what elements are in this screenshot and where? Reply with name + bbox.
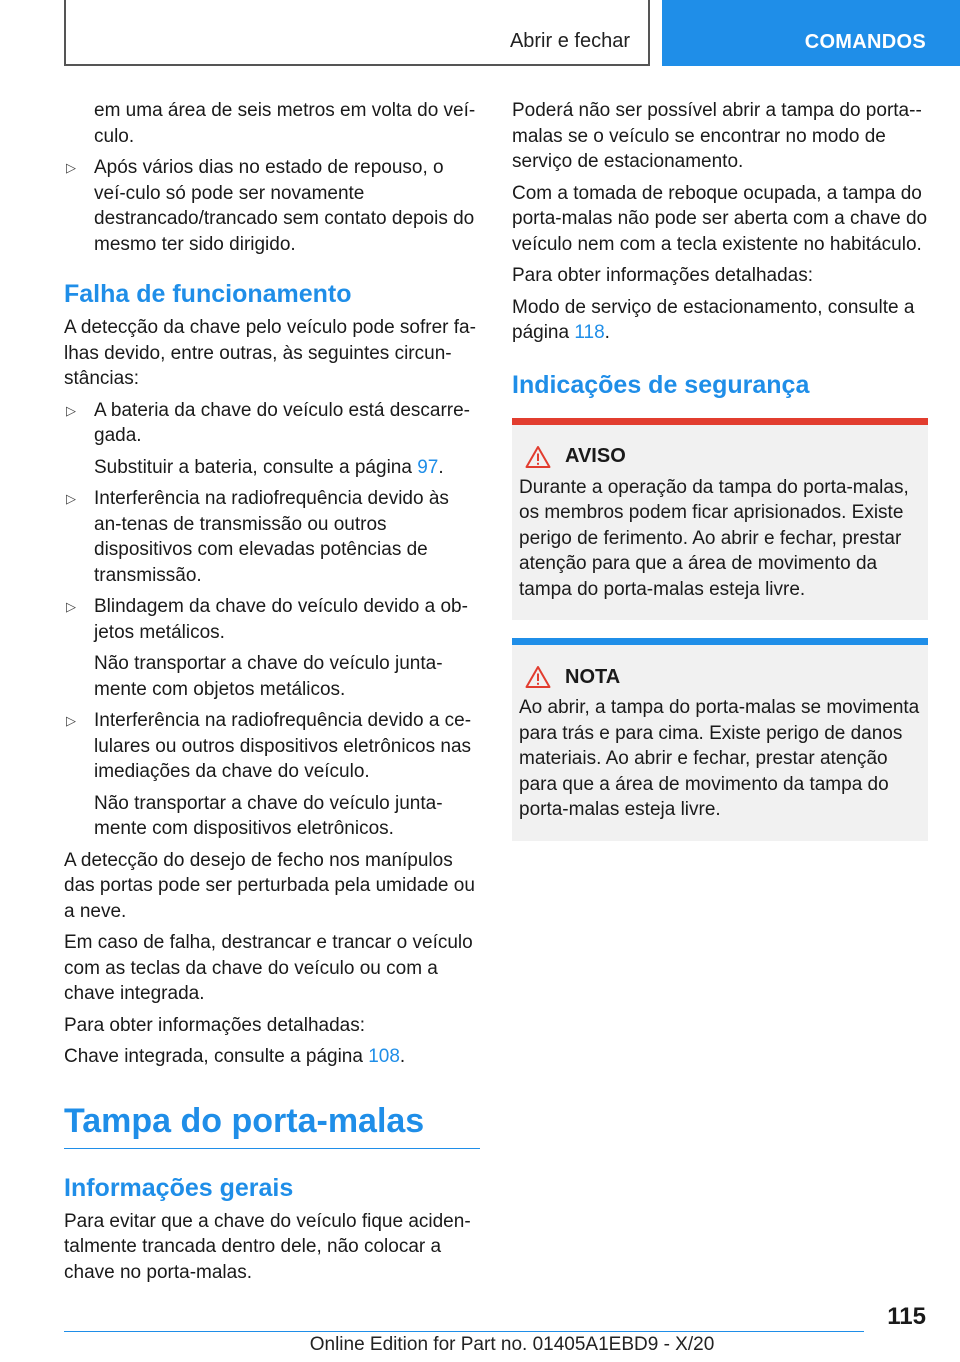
footer-edition: Online Edition for Part no. 01405A1EBD9 - X/20 xyxy=(309,1334,715,1355)
paragraph: Para obter informações detalhadas: xyxy=(64,1014,366,1036)
paragraph-text: Modo de serviço de estacionamento, consulte a página xyxy=(512,296,915,343)
paragraph: Poderá não ser possível abrir a tampa do porta--malas se o veículo se encontrar no modo de serviço de estacionamento. xyxy=(512,100,922,172)
bullet-triangle-icon: ▷ xyxy=(66,160,76,175)
header-chapter-label: COMANDOS xyxy=(804,31,926,53)
header-section-title: Abrir e fechar xyxy=(509,30,630,52)
bullet-triangle-icon: ▷ xyxy=(66,491,76,506)
paragraph: Modo de serviço de estacionamento, consulte a página 118. xyxy=(512,296,915,343)
bullet-item xyxy=(64,486,480,588)
warning-box-aviso xyxy=(512,418,928,621)
warning-body: Durante a operação da tampa do porta-malas, os membros podem ficar aprisionados. Existe perigo de ferimento. Ao abrir e fechar, prestar atenção para que a área de movimento da tampa do porta-malas esteja livre. xyxy=(519,476,909,600)
heading-tampa: Tampa do porta-malas xyxy=(64,1100,480,1149)
footer-divider xyxy=(64,1331,864,1332)
paragraph: A detecção da chave pelo veículo pode sofrer fa-lhas devido, entre outras, às seguintes circun-stâncias: xyxy=(64,317,476,389)
header-chapter-tab xyxy=(662,0,960,66)
subtext: Substituir a bateria, consulte a página xyxy=(94,456,418,478)
paragraph: Com a tomada de reboque ocupada, a tampa do porta-malas não pode ser aberta com a chave do veículo nem com a tecla existente no habitáculo. xyxy=(512,182,928,255)
continued-bullet-text: em uma área de seis metros em volta do veí-culo. xyxy=(94,100,476,147)
heading-informacoes-gerais: Informações gerais xyxy=(64,1173,294,1202)
header-section-box xyxy=(64,0,650,66)
bullet-item xyxy=(64,708,480,785)
page-link-108[interactable]: 108 xyxy=(368,1046,400,1067)
page-number: 115 xyxy=(887,1303,926,1330)
bullet-item xyxy=(64,398,480,449)
warning-triangle-icon xyxy=(525,445,551,469)
bullet-subtext: Substituir a bateria, consulte a página 97. xyxy=(94,456,444,478)
bullet-triangle-icon: ▷ xyxy=(66,402,76,418)
page-link-118[interactable]: 118 xyxy=(574,322,605,343)
warning-triangle-icon xyxy=(525,665,551,689)
bullet-item xyxy=(64,594,480,645)
bullet-subtext: Não transportar a chave do veículo junta-mente com dispositivos eletrônicos. xyxy=(94,792,443,839)
paragraph: Chave integrada, consulte a página 108. xyxy=(64,1046,406,1067)
paragraph: Para evitar que a chave do veículo fique aciden-talmente trancada dentro dele, não colocar a chave no porta-malas. xyxy=(64,1210,471,1283)
bullet-subtext: Não transportar a chave do veículo junta-mente com objetos metálicos. xyxy=(94,653,443,700)
warning-title: NOTA xyxy=(565,665,621,688)
heading-seguranca: Indicações de segurança xyxy=(512,370,810,399)
bullet-text: Interferência na radiofrequência devido às an-tenas de transmissão ou outros dispositivos com elevadas potências de transmissão. xyxy=(94,488,449,586)
bullet-text: Blindagem da chave do veículo devido a ob-jetos metálicos. xyxy=(94,596,468,643)
bullet-triangle-icon: ▷ xyxy=(66,599,76,614)
warning-body: Ao abrir, a tampa do porta-malas se movimenta para trás e para cima. Existe perigo de danos materiais. Ao abrir e fechar, prestar atenção para que a área de movimento da tampa do porta-malas esteja livre. xyxy=(519,697,920,820)
warning-title: AVISO xyxy=(565,445,626,467)
bullet-text: Após vários dias no estado de repouso, o veí-culo só pode ser novamente destrancado/trancado sem contato depois do mesmo ter sido dirigido. xyxy=(94,157,475,255)
bullet-item xyxy=(64,155,480,257)
paragraph: Em caso de falha, destrancar e trancar o veículo com as teclas da chave do veículo ou com a chave integrada. xyxy=(64,932,473,1004)
paragraph: A detecção do desejo de fecho nos manípulos das portas pode ser perturbada pela umidade ou a neve. xyxy=(64,849,475,922)
paragraph-text: Chave integrada, consulte a página xyxy=(64,1046,369,1067)
bullet-text: Interferência na radiofrequência devido a ce-lulares ou outros dispositivos eletrônicos nas imediações da chave do veículo. xyxy=(94,710,472,782)
warning-header xyxy=(519,445,920,469)
right-column xyxy=(512,98,928,841)
warning-header xyxy=(519,665,920,689)
heading-falha: Falha de funcionamento xyxy=(64,280,352,308)
left-column xyxy=(64,98,480,1291)
bullet-triangle-icon: ▷ xyxy=(66,713,76,728)
page-link-97[interactable]: 97 xyxy=(417,456,439,478)
bullet-text: A bateria da chave do veículo está descarre-gada. xyxy=(94,399,471,446)
warning-box-nota xyxy=(512,638,928,841)
paragraph: Para obter informações detalhadas: xyxy=(512,265,814,286)
